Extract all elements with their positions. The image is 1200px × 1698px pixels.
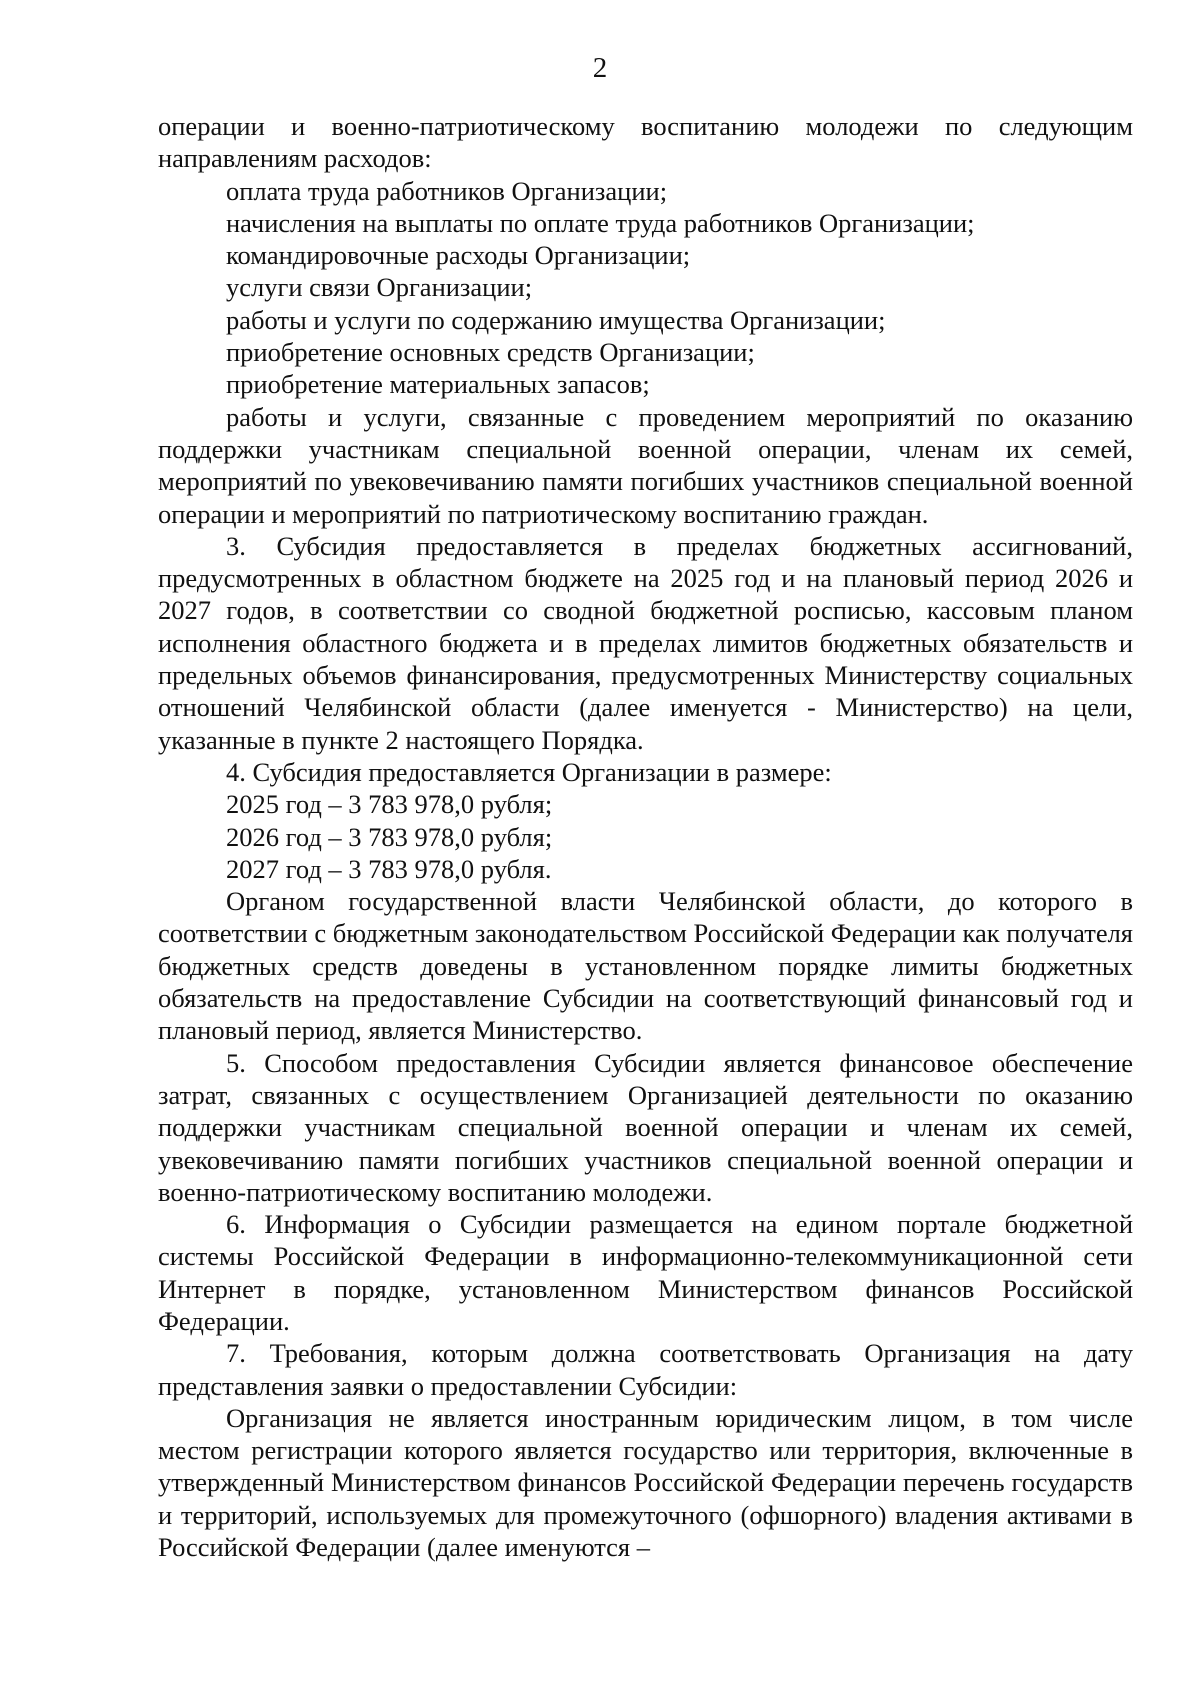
paragraph-continuation: операции и военно-патриотическому воспитанию молодежи по следующим направлениям расходов: <box>158 111 1133 174</box>
paragraph-clause-7: 7. Требования, которым должна соответствовать Организация на дату представления заявки о предоставлении Субсидии: <box>158 1338 1133 1401</box>
paragraph-requirement: Организация не является иностранным юридическим лицом, в том числе местом регистрации которого является государство или территория, включенные в утвержденный Министерством финансов Российской Федерации перечень государств и территорий, используемых для промежуточного (офшорного) владения активами в Российской Федерации (далее именуются – <box>158 1402 1133 1563</box>
paragraph-clause-3: 3. Субсидия предоставляется в пределах бюджетных ассигнований, предусмотренных в областном бюджете на 2025 год и на плановый период 2026 и 2027 годов, в соответствии со сводной бюджетной росписью, кассовым планом исполнения областного бюджета и в пределах лимитов бюджетных обязательств и предельных объемов финансирования, предусмотренных Министерству социальных отношений Челябинской области (далее именуется - Министерство) на цели, указанные в пункте 2 настоящего Порядка. <box>158 530 1133 755</box>
paragraph-authority: Органом государственной власти Челябинской области, до которого в соответствии с бюджетным законодательством Российской Федерации как получателя бюджетных средств доведены в установленном порядке лимиты бюджетных обязательств на предоставление Субсидии на соответствующий финансовый год и плановый период, является Министерство. <box>158 886 1134 1046</box>
document-body <box>158 110 1133 1563</box>
paragraph-clause-4: 4. Субсидия предоставляется Организации в размере: <box>226 756 832 787</box>
paragraph-clause-5: 5. Способом предоставления Субсидии является финансовое обеспечение затрат, связанных с осуществлением Организацией деятельности по оказанию поддержки участникам специальной военной операции и членам их семей, увековечиванию памяти погибших участников специальной военной операции и военно-патриотическому воспитанию молодежи. <box>158 1047 1133 1207</box>
list-item: приобретение основных средств Организации; <box>226 337 755 368</box>
list-item: работы и услуги по содержанию имущества Организации; <box>226 304 886 335</box>
paragraph-clause-6: 6. Информация о Субсидии размещается на едином портале бюджетной системы Российской Федерации в информационно-телекоммуникационной сети Интернет в порядке, установленном Министерством финансов Российской Федерации. <box>158 1209 1133 1336</box>
list-item: работы и услуги, связанные с проведением мероприятий по оказанию поддержки участникам специальной военной операции, членам их семей, мероприятий по увековечиванию памяти погибших участников специальной военной операции и мероприятий по патриотическому воспитанию граждан. <box>158 401 1133 529</box>
list-item: приобретение материальных запасов; <box>226 369 650 400</box>
list-item: оплата труда работников Организации; <box>226 175 668 206</box>
page-number: 2 <box>592 52 608 84</box>
amount-line-2025: 2025 год – 3 783 978,0 рубля; <box>226 789 553 820</box>
list-item: командировочные расходы Организации; <box>226 240 691 271</box>
amount-line-2026: 2026 год – 3 783 978,0 рубля; <box>226 821 553 852</box>
list-item: услуги связи Организации; <box>226 272 533 303</box>
list-item: начисления на выплаты по оплате труда работников Организации; <box>226 207 975 238</box>
amount-line-2027: 2027 год – 3 783 978,0 рубля. <box>226 853 552 884</box>
